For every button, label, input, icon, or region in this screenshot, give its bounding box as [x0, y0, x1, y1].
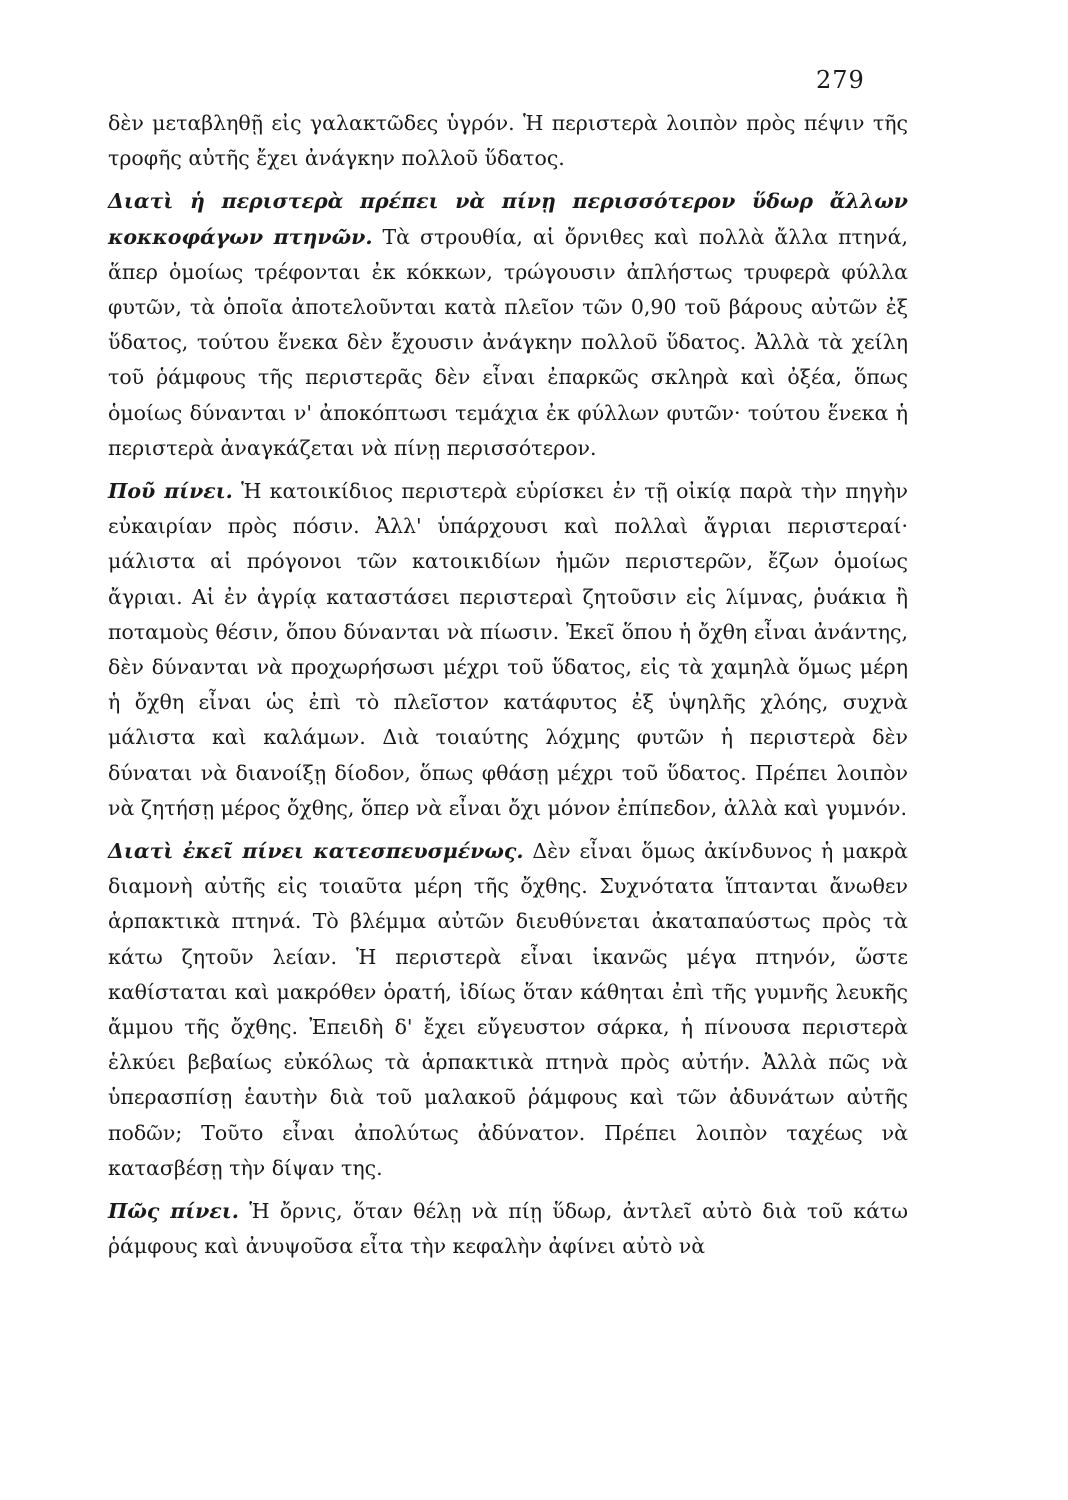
- body-text: [108, 106, 908, 1273]
- paragraph-where-drinks: [108, 474, 908, 826]
- paragraph-continuation: [108, 106, 908, 176]
- section-heading: Πῶς πίνει.: [108, 1199, 239, 1224]
- page-number: 279: [816, 66, 865, 94]
- section-heading: Διατὶ ἐκεῖ πίνει κατεσπευσμένως.: [108, 839, 524, 864]
- paragraph-how-drinks: [108, 1194, 908, 1264]
- section-heading: Διατὶ ἡ περιστερὰ πρέπει νὰ πίνῃ περισσότερον ὕδωρ ἄλλων κοκκοφάγων πτηνῶν.: [108, 189, 908, 249]
- paragraph-text: Δὲν εἶναι ὅμως ἀκίνδυνος ἡ μακρὰ διαμονὴ αὐτῆς εἰς τοιαῦτα μέρη τῆς ὄχθης. Συχνότατα ἵπτανται ἄνωθεν ἁρπακτικὰ πτηνά. Τὸ βλέμμα αὐτῶν διευθύνεται ἀκαταπαύστως πρὸς τὰ κάτω ζητοῦν λείαν. Ἡ περιστερὰ εἶναι ἱκανῶς μέγα πτηνόν, ὥστε καθίσταται καὶ μακρόθεν ὁρατή, ἰδίως ὅταν κάθηται ἐπὶ τῆς γυμνῆς λευκῆς ἄμμου τῆς ὄχθης. Ἐπειδὴ δ' ἔχει εὔγευστον σάρκα, ἡ πίνουσα περιστερὰ ἑλκύει βεβαίως εὐκόλως τὰ ἁρπακτικὰ πτηνὰ πρὸς αὐτήν. Ἀλλὰ πῶς νὰ ὑπερασπίσῃ ἑαυτὴν διὰ τοῦ μαλακοῦ ῥάμφους καὶ τῶν ἀδυνάτων αὐτῆς ποδῶν; Τοῦτο εἶναι ἀπολύτως ἀδύνατον. Πρέπει λοιπὸν ταχέως νὰ κατασβέσῃ τὴν δίψαν της.: [108, 839, 908, 1180]
- paragraph-why-hurried: [108, 834, 908, 1186]
- paragraph-text: Ἡ ὄρνις, ὅταν θέλῃ νὰ πίῃ ὕδωρ, ἀντλεῖ αὐτὸ διὰ τοῦ κάτω ῥάμφους καὶ ἀνυψοῦσα εἶτα τὴν κεφαλὴν ἀφίνει αὐτὸ νὰ: [108, 1199, 908, 1259]
- paragraph-text: Τὰ στρουθία, αἱ ὄρνιθες καὶ πολλὰ ἄλλα πτηνά, ἅπερ ὁμοίως τρέφονται ἐκ κόκκων, τρώγουσιν ἀπλήστως τρυφερὰ φύλλα φυτῶν, τὰ ὁποῖα ἀποτελοῦνται κατὰ πλεῖον τῶν 0,90 τοῦ βάρους αὐτῶν ἐξ ὕδατος, τούτου ἕνεκα δὲν ἔχουσιν ἀνάγκην πολλοῦ ὕδατος. Ἀλλὰ τὰ χείλη τοῦ ῥάμφους τῆς περιστερᾶς δὲν εἶναι ἐπαρκῶς σκληρὰ καὶ ὀξέα, ὅπως ὁμοίως δύνανται ν' ἀποκόπτωσι τεμάχια ἐκ φύλλων φυτῶν· τούτου ἕνεκα ἡ περιστερὰ ἀναγκάζεται νὰ πίνῃ περισσότερον.: [108, 224, 908, 460]
- paragraph-text: δὲν μεταβληθῇ εἰς γαλακτῶδες ὑγρόν. Ἡ περιστερὰ λοιπὸν πρὸς πέψιν τῆς τροφῆς αὐτῆς ἔχει ἀνάγκην πολλοῦ ὕδατος.: [108, 111, 908, 171]
- section-heading: Ποῦ πίνει.: [108, 479, 233, 504]
- paragraph-text: Ἡ κατοικίδιος περιστερὰ εὑρίσκει ἐν τῇ οἰκίᾳ παρὰ τὴν πηγὴν εὐκαιρίαν πρὸς πόσιν. Ἀλλ' ὑπάρχουσι καὶ πολλαὶ ἄγριαι περιστεραί· μάλιστα αἱ πρόγονοι τῶν κατοικιδίων ἡμῶν περιστερῶν, ἔζων ὁμοίως ἄγριαι. Αἱ ἐν ἀγρίᾳ καταστάσει περιστεραὶ ζητοῦσιν εἰς λίμνας, ῥυάκια ἢ ποταμοὺς θέσιν, ὅπου δύνανται νὰ πίωσιν. Ἐκεῖ ὅπου ἡ ὄχθη εἶναι ἀνάντης, δὲν δύνανται νὰ προχωρήσωσι μέχρι τοῦ ὕδατος, εἰς τὰ χαμηλὰ ὅμως μέρη ἡ ὄχθη εἶναι ὡς ἐπὶ τὸ πλεῖστον κατάφυτος ἐξ ὑψηλῆς χλόης, συχνὰ μάλιστα καὶ καλάμων. Διὰ τοιαύτης λόχμης φυτῶν ἡ περιστερὰ δὲν δύναται νὰ διανοίξῃ δίοδον, ὅπως φθάσῃ μέχρι τοῦ ὕδατος. Πρέπει λοιπὸν νὰ ζητήσῃ μέρος ὄχθης, ὅπερ νὰ εἶναι ὄχι μόνον ἐπίπεδον, ἀλλὰ καὶ γυμνόν.: [108, 479, 908, 820]
- paragraph-why-drinks-more: [108, 184, 908, 466]
